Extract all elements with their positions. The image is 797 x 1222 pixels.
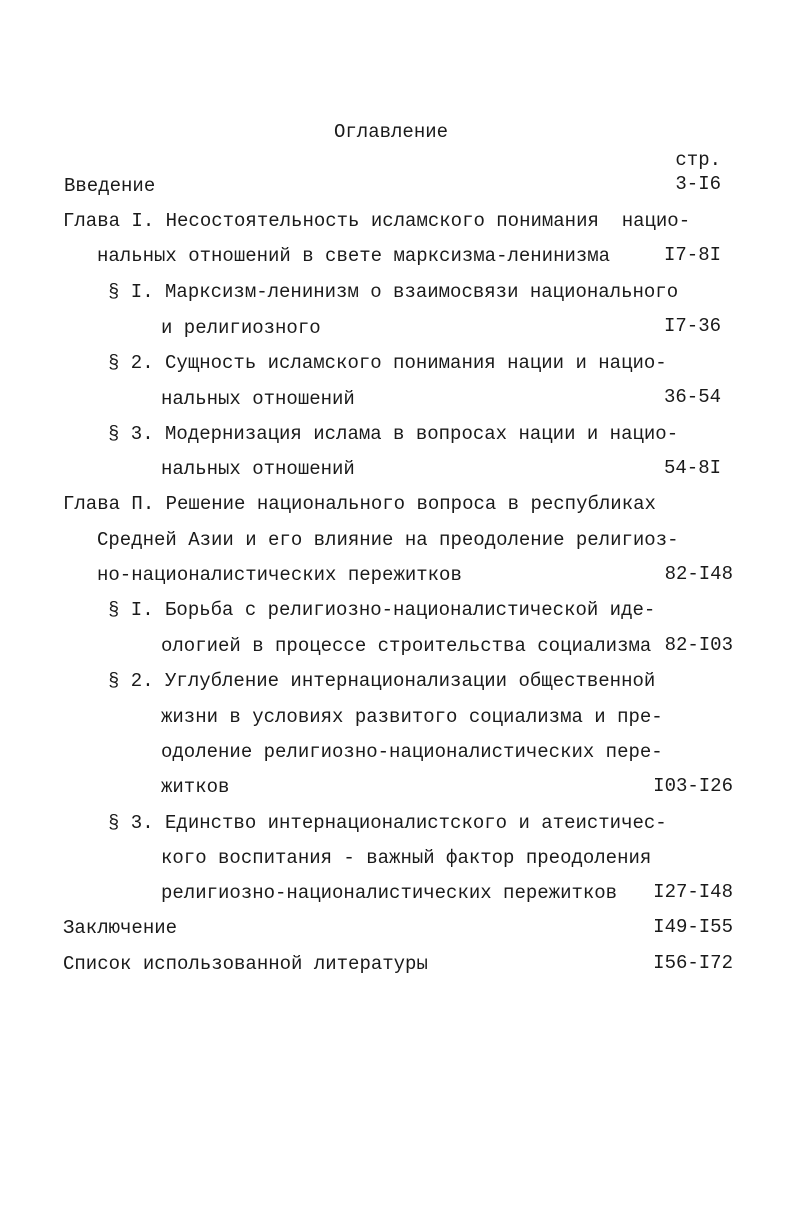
toc-heading: Оглавление bbox=[334, 121, 449, 143]
entry-title-cont: но-националистических пережитков bbox=[97, 564, 462, 586]
entry-title-cont: нальных отношений bbox=[161, 388, 355, 410]
entry-title: § 3. Модернизация ислама в вопросах нации и нацио- bbox=[108, 423, 679, 445]
entry-title-cont: житков bbox=[161, 776, 230, 798]
entry-pages: 82-I48 bbox=[664, 563, 733, 585]
entry-title-cont: ологией в процессе строительства социализма bbox=[161, 635, 652, 657]
entry-title: § 2. Сущность исламского понимания нации и нацио- bbox=[108, 352, 667, 374]
entry-pages: I03-I26 bbox=[653, 775, 733, 797]
entry-pages: 54-8I bbox=[663, 457, 721, 479]
entry-title: Введение bbox=[64, 175, 156, 197]
entry-title-cont: нальных отношений bbox=[161, 458, 355, 480]
entry-title-cont: религиозно-националистических пережитков bbox=[161, 882, 618, 904]
entry-title-cont: кого воспитания - важный фактор преодоления bbox=[161, 847, 652, 869]
entry-title: Заключение bbox=[63, 917, 178, 939]
entry-pages: 3-I6 bbox=[675, 173, 721, 195]
entry-pages: 36-54 bbox=[663, 386, 721, 408]
entry-pages: I7-36 bbox=[663, 315, 721, 337]
entry-title: § 2. Углубление интернационализации общественной bbox=[108, 670, 656, 692]
entry-pages: I56-I72 bbox=[653, 952, 733, 974]
entry-title-cont: жизни в условиях развитого социализма и пре- bbox=[161, 706, 663, 728]
entry-pages: I7-8I bbox=[663, 244, 721, 266]
entry-title: Глава I. Несостоятельность исламского понимания нацио- bbox=[63, 210, 691, 232]
entry-pages: I49-I55 bbox=[653, 916, 733, 938]
entry-title-cont: и религиозного bbox=[161, 317, 321, 339]
entry-pages: 82-I03 bbox=[664, 634, 733, 656]
entry-title: Глава П. Решение национального вопроса в республиках bbox=[63, 493, 656, 515]
entry-title-cont: одоление религиозно-националистических пере- bbox=[161, 741, 663, 763]
entry-title: § 3. Единство интернационалистского и атеистичес- bbox=[108, 812, 667, 834]
pages-column-header: стр. bbox=[675, 149, 721, 171]
entry-title-cont: нальных отношений в свете марксизма-ленинизма bbox=[97, 245, 611, 267]
entry-pages: I27-I48 bbox=[653, 881, 733, 903]
entry-title: § I. Марксизм-ленинизм о взаимосвязи национального bbox=[108, 281, 679, 303]
entry-title: § I. Борьба с религиозно-националистической иде- bbox=[108, 599, 656, 621]
entry-title: Список использованной литературы bbox=[63, 953, 428, 975]
entry-title-cont: Средней Азии и его влияние на преодоление религиоз- bbox=[97, 529, 679, 551]
